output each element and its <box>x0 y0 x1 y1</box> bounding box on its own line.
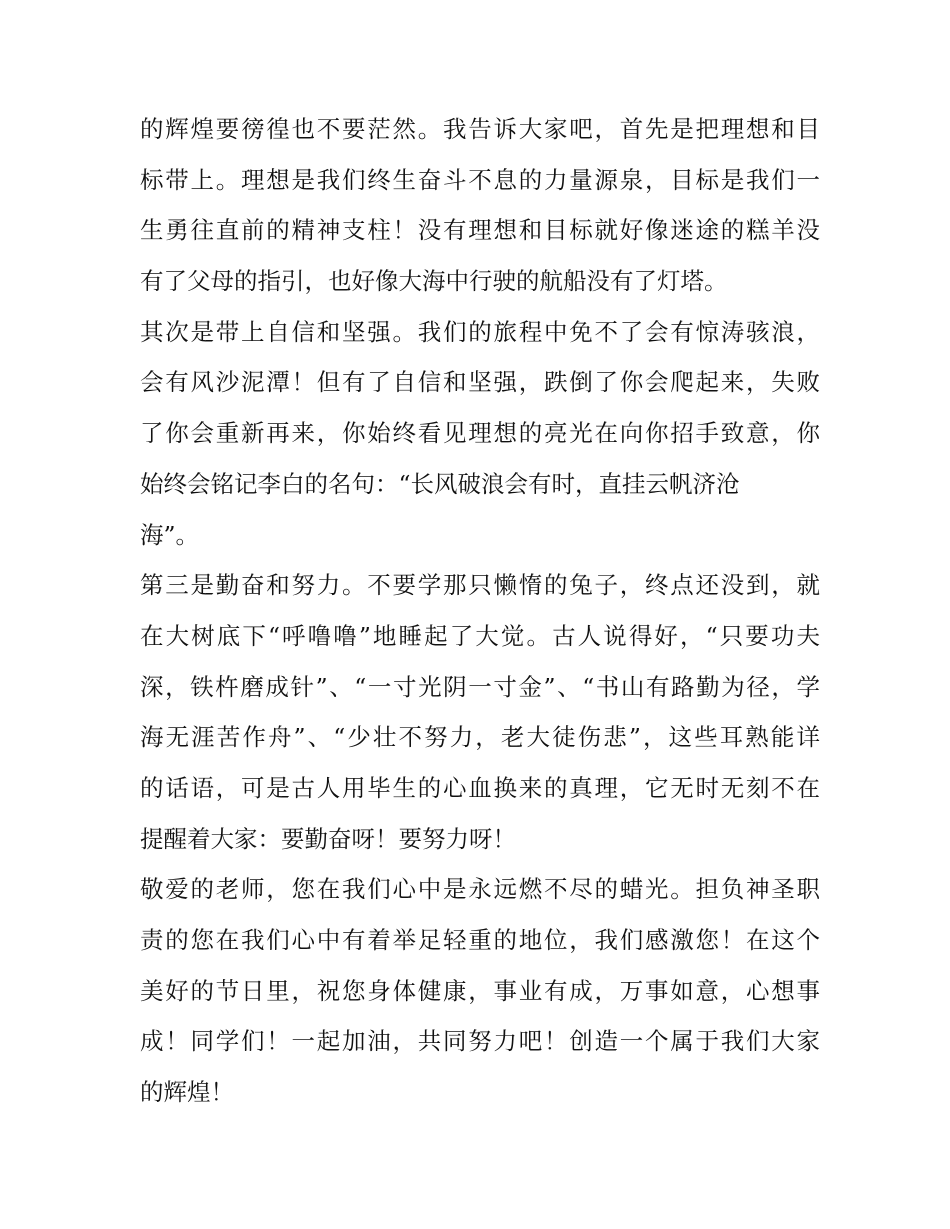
text-line: 海”。 <box>140 520 200 549</box>
text-line: 美好的节日里，祝您身体健康，事业有成，万事如意，心想事 <box>140 976 820 1005</box>
text-line: 始终会铭记李白的名句：“长风破浪会有时，直挂云帆济沧 <box>140 469 740 498</box>
text-line: 生勇往直前的精神支柱！没有理想和目标就好像迷途的糕羊没 <box>140 216 820 245</box>
text-line: 的辉煌要徬徨也不要茫然。我告诉大家吧，首先是把理想和目 <box>140 115 820 143</box>
text-line: 了你会重新再来，你始终看见理想的亮光在向你招手致意，你 <box>140 419 820 448</box>
text-line: 第三是勤奋和努力。不要学那只懒惰的兔子，终点还没到，就 <box>140 571 820 600</box>
text-line: 敬爱的老师，您在我们心中是永远燃不尽的蜡光。担负神圣职 <box>140 875 820 904</box>
text-line: 责的您在我们心中有着举足轻重的地位，我们感激您！在这个 <box>140 926 820 954</box>
text-line: 成！同学们！一起加油，共同努力吧！创造一个属于我们大家 <box>140 1027 820 1056</box>
text-line: 标带上。理想是我们终生奋斗不息的力量源泉，目标是我们一 <box>140 165 820 194</box>
text-line: 提醒着大家：要勤奋呀！要努力呀！ <box>140 824 516 853</box>
text-line: 其次是带上自信和坚强。我们的旅程中免不了会有惊涛骇浪， <box>140 317 820 346</box>
text-line: 会有风沙泥潭！但有了自信和坚强，跌倒了你会爬起来，失败 <box>140 368 820 397</box>
text-line: 的辉煌！ <box>140 1078 234 1107</box>
text-line: 在大树底下“呼噜噜”地睡起了大觉。古人说得好，“只要功夫 <box>140 621 820 650</box>
text-line: 深，铁杵磨成针”、“一寸光阴一寸金”、“书山有路勤为径，学 <box>140 672 820 701</box>
document-body <box>140 104 820 1118</box>
text-line: 海无涯苦作舟”、“少壮不努力，老大徒伤悲”，这些耳熟能详 <box>140 723 820 752</box>
text-line: 有了父母的指引，也好像大海中行驶的航船没有了灯塔。 <box>140 267 728 296</box>
text-line: 的话语，可是古人用毕生的心血换来的真理，它无时无刻不在 <box>140 773 820 802</box>
